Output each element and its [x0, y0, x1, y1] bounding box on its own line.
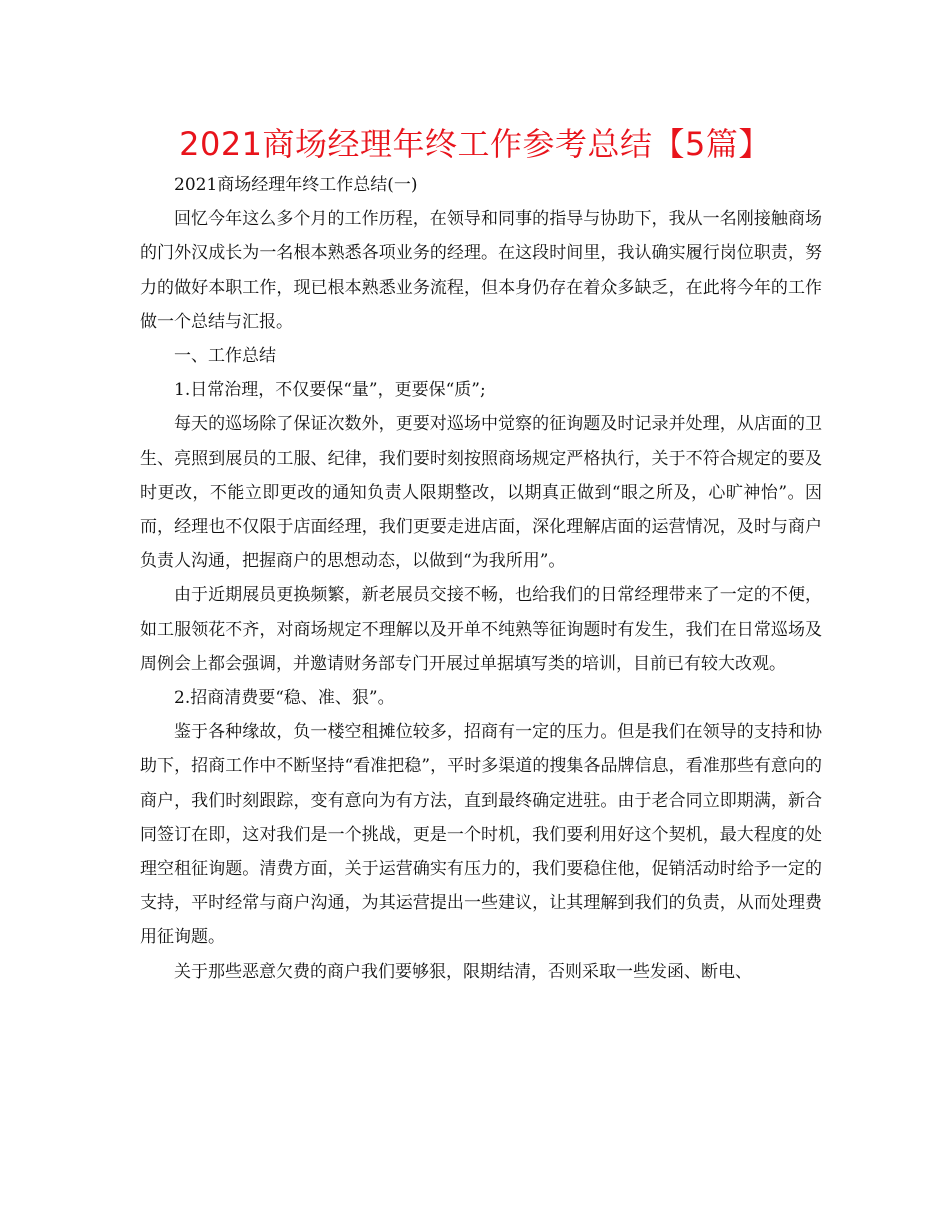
subheading: 2.招商清费要“稳、准、狠”。 [174, 688, 395, 709]
paragraph: 鉴于各种缘故，负一楼空租摊位较多，招商有一定的压力。但是我们在领导的支持和协助下，招商工作中不断坚持“看准把稳”，平时多渠道的搜集各品牌信息，看准那些有意向的商户，我们时刻跟踪，变有意向为有方法，直到最终确定进驻。由于老合同立即期满，新合同签订在即，这对我们是一个挑战，更是一个时机，我们要利用好这个契机，最大程度的处理空租征询题。清费方面，关于运营确实有压力的，我们要稳住他，促销活动时给予一定的支持，平时经常与商户沟通，为其运营提出一些建议，让其理解到我们的负责，从而处理费用征询题。 [140, 722, 822, 948]
paragraph: 回忆今年这么多个月的工作历程，在领导和同事的指导与协助下，我从一名刚接触商场的门外汉成长为一名根本熟悉各项业务的经理。在这段时间里，我认确实履行岗位职责，努力的做好本职工作，现已根本熟悉业务流程，但本身仍存在着众多缺乏，在此将今年的工作做一个总结与汇报。 [140, 209, 822, 332]
document-title: 2021商场经理年终工作参考总结【5篇】 [179, 125, 771, 163]
document-body [140, 168, 822, 989]
paragraph: 关于那些恶意欠费的商户我们要够狠，限期结清，否则采取一些发函、断电、 [174, 961, 752, 982]
paragraph: 每天的巡场除了保证次数外，更要对巡场中觉察的征询题及时记录并处理，从店面的卫生、亮照到展员的工服、纪律，我们要时刻按照商场规定严格执行，关于不符合规定的要及时更改，不能立即更改的通知负责人限期整改，以期真正做到“眼之所及，心旷神怡”。因而，经理也不仅限于店面经理，我们更要走进店面，深化理解店面的运营情况，及时与商户负责人沟通，把握商户的思想动态，以做到“为我所用”。 [140, 414, 822, 572]
subheading: 1.日常治理，不仅要保“量”，更要保“质”; [174, 380, 486, 401]
paragraph: 由于近期展员更换频繁，新老展员交接不畅，也给我们的日常经理带来了一定的不便，如工服领花不齐，对商场规定不理解以及开单不纯熟等征询题时有发生，我们在日常巡场及周例会上都会强调，并邀请财务部专门开展过单据填写类的培训，目前已有较大改观。 [140, 585, 822, 674]
subheading: 一、工作总结 [174, 346, 276, 367]
section-heading: 2021商场经理年终工作总结(一) [174, 175, 418, 195]
